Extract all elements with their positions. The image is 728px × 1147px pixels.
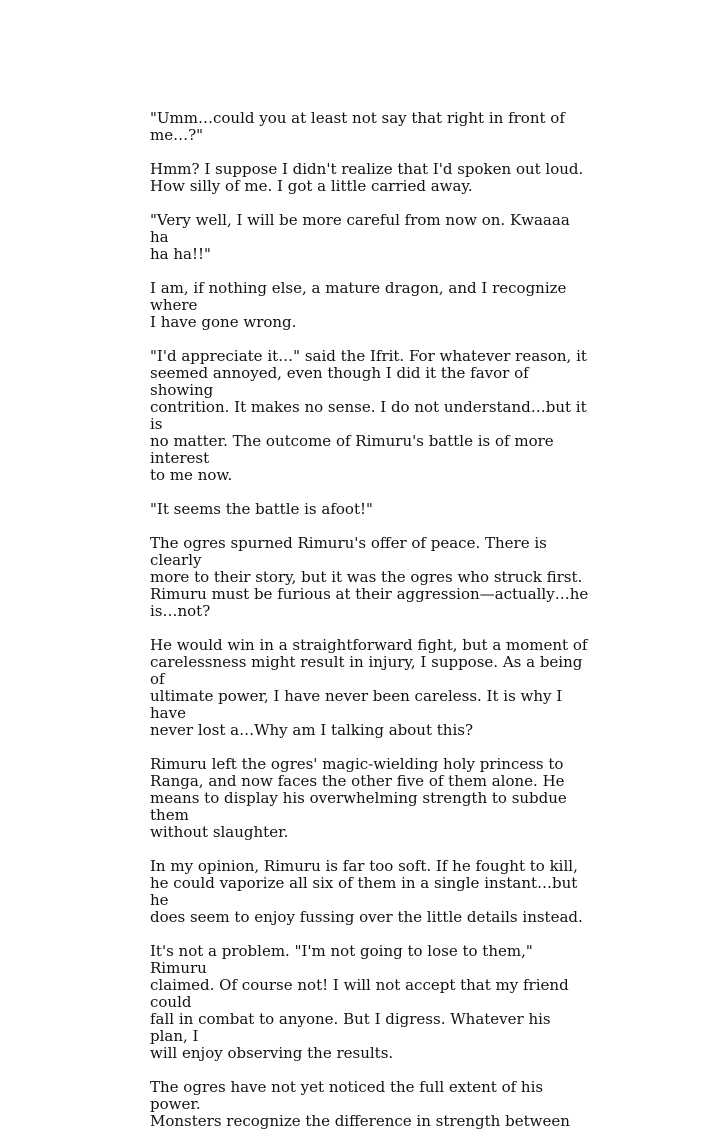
text-column (150, 110, 590, 1147)
paragraph: He would win in a straightforward fight, but a moment of carelessness might result in injury, I suppose. As a being of ultimate power, I have never been careless. It is why I have never lost a…Why am I talking about this? (150, 636, 588, 739)
paragraph: "Umm…could you at least not say that right in front of me…?" (150, 109, 565, 144)
paragraph: In my opinion, Rimuru is far too soft. If he fought to kill, he could vaporize all six of them in a single instant…but he does seem to enjoy fussing over the little details instead. (150, 857, 583, 926)
paragraph: "I'd appreciate it…" said the Ifrit. For whatever reason, it seemed annoyed, even though I did it the favor of showing contrition. It makes no sense. I do not understand…but it is no matter. The outcome of Rimuru's battle is of more interest to me now. (150, 347, 587, 484)
paragraph: The ogres spurned Rimuru's offer of peace. There is clearly more to their story, but it was the ogres who struck first. Rimuru must be furious at their aggression—actually…he is…not? (150, 534, 589, 620)
paragraph: Rimuru left the ogres' magic-wielding holy princess to Ranga, and now faces the other five of them alone. He means to display his overwhelming strength to subdue them without slaughter. (150, 755, 567, 841)
paragraph: I am, if nothing else, a mature dragon, and I recognize where I have gone wrong. (150, 279, 567, 331)
paragraph: The ogres have not yet noticed the full extent of his power. Monsters recognize the difference in strength between (150, 1078, 570, 1130)
paragraph: "Very well, I will be more careful from now on. Kwaaaa ha ha ha!!" (150, 211, 570, 263)
paragraph: It's not a problem. "I'm not going to lose to them," Rimuru claimed. Of course not! I will not accept that my friend could fall in combat to anyone. But I digress. Whatever his plan, I will enjoy observing the results. (150, 942, 569, 1062)
paragraph: Hmm? I suppose I didn't realize that I'd spoken out loud. How silly of me. I got a little carried away. (150, 160, 584, 195)
paragraph: "It seems the battle is afoot!" (150, 500, 373, 518)
